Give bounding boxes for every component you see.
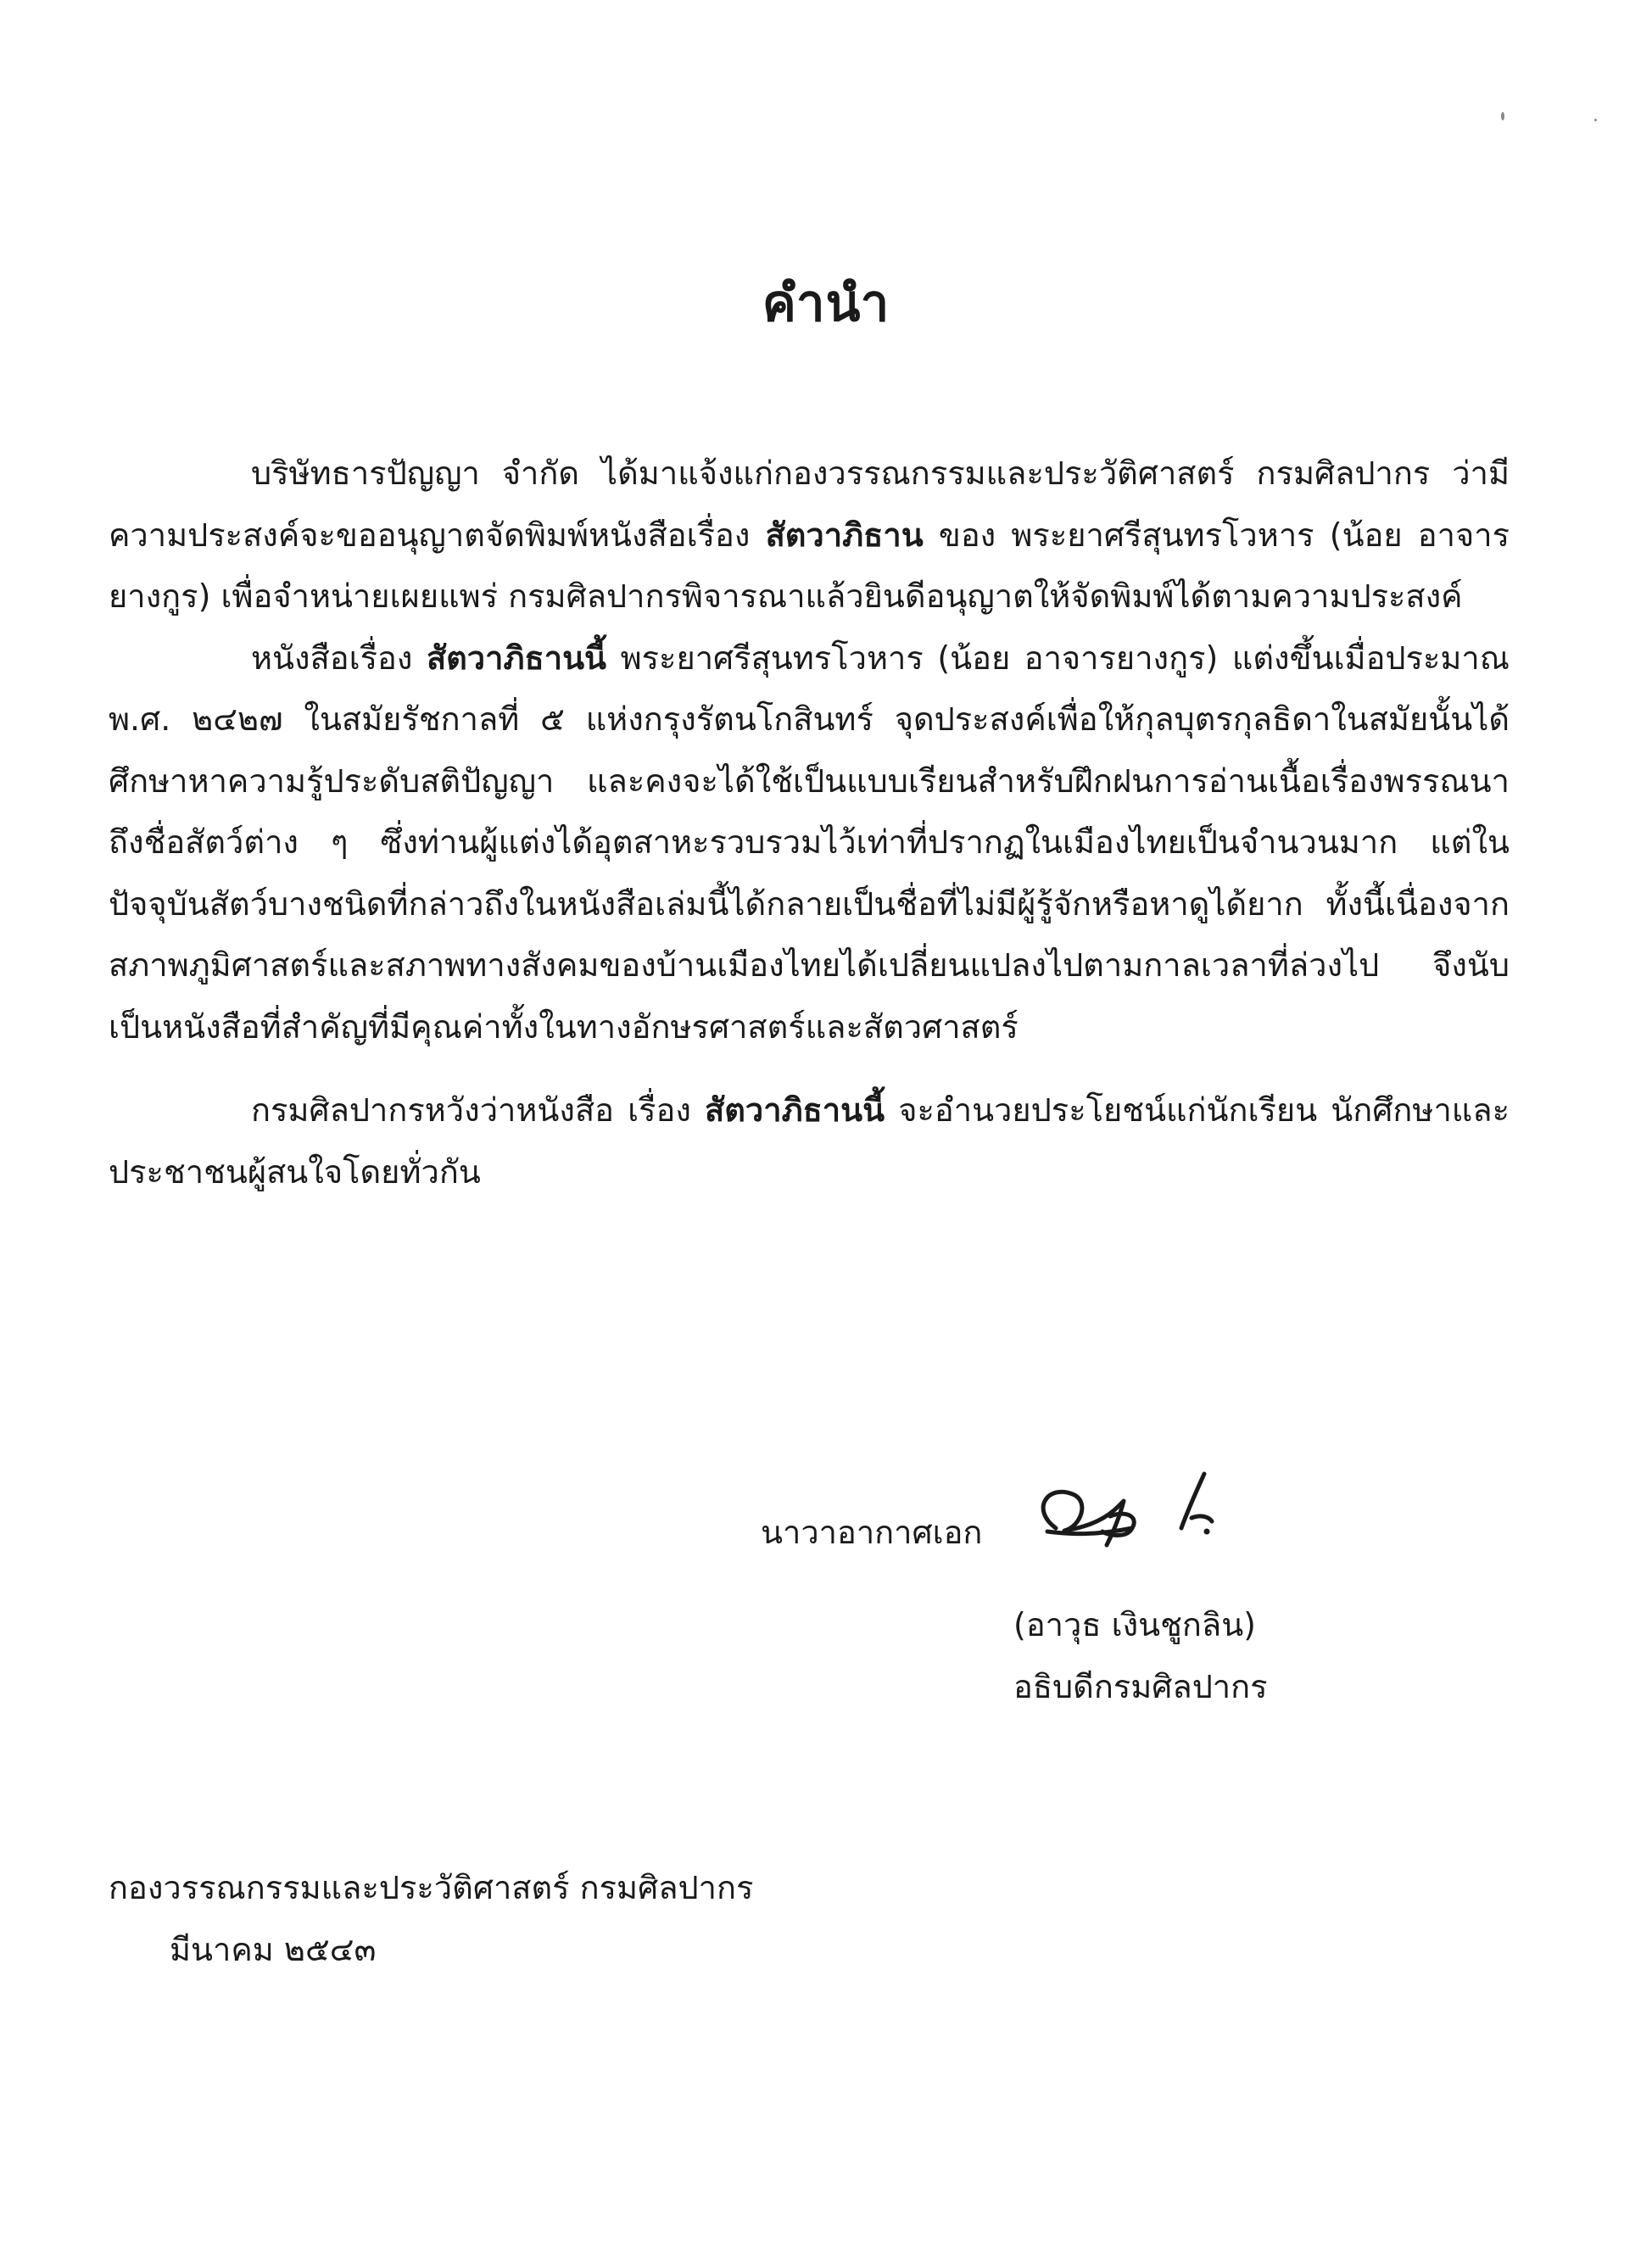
paragraph-1 — [109, 443, 1510, 628]
paragraph-1-text-a: บริษัทธารปัญญา จำกัด ได้มาแจ้งแก่กองวรรณกรรมและประวัติศาสตร์ กรมศิลปากร ว่ามีความประสงค์จะขออนุญาตจัดพิมพ์หนังสือเรื่อง — [109, 455, 1510, 554]
signatory-rank: นาวาอากาศเอก — [761, 1514, 983, 1551]
page-title: คำนำ — [762, 274, 890, 333]
signatory-name: (อาวุธ เงินชูกลิน) — [1013, 1606, 1257, 1643]
issuing-office: กองวรรณกรรมและประวัติศาสตร์ กรมศิลปากร — [109, 1869, 754, 1906]
paragraph-1-text-c: ของ พระยาศรีสุนทรโวหาร (น้อย อาจารยางกูร) เพื่อจำหน่ายเผยแพร่ กรมศิลปากรพิจารณาแล้วยินดีอนุญาตให้จัดพิมพ์ได้ตามความประสงค์ — [109, 516, 1510, 615]
paragraph-3-text-c: จะอำนวยประโยชน์แก่นักเรียน นักศึกษาและประชาชนผู้สนใจโดยทั่วกัน — [109, 1091, 1510, 1191]
paragraph-2-text-a: หนังสือเรื่อง — [251, 639, 427, 677]
signatory-position: อธิบดีกรมศิลปากร — [1013, 1668, 1268, 1705]
handwritten-signature — [1022, 1450, 1242, 1569]
paragraph-3-text-a: กรมศิลปากรหวังว่าหนังสือ เรื่อง — [251, 1091, 706, 1129]
body-text — [109, 443, 1510, 1202]
paragraph-1-book-title: สัตวาภิธาน — [765, 516, 924, 554]
paragraph-2-book-title: สัตวาภิธานนี้ — [426, 639, 607, 677]
paragraph-2 — [109, 628, 1510, 1058]
paragraph-2-text-c: พระยาศรีสุนทรโวหาร (น้อย อาจารยางกูร) แต่งขึ้นเมื่อประมาณ พ.ศ. ๒๔๒๗ ในสมัยรัชกาลที่ ๕ แห่งกรุงรัตนโกสินทร์ จุดประสงค์เพื่อให้กุลบุตรกุลธิดาในสมัยนั้นได้ศึกษาหาความรู้ประดับสติปัญญา และคงจะได้ใช้เป็นแบบเรียนสำหรับฝึกฝนการอ่านเนื้อเรื่องพรรณนาถึงชื่อสัตว์ต่าง ๆ ซึ่งท่านผู้แต่งได้อุตสาหะรวบรวมไว้เท่าที่ปรากฏในเมืองไทยเป็นจำนวนมาก แต่ในปัจจุบันสัตว์บางชนิดที่กล่าวถึงในหนังสือเล่มนี้ได้กลายเป็นชื่อที่ไม่มีผู้รู้จักหรือหาดูได้ยาก ทั้งนี้เนื่องจากสภาพภูมิศาสตร์และสภาพทางสังคมของบ้านเมืองไทยได้เปลี่ยนแปลงไปตามกาลเวลาที่ล่วงไป จึงนับเป็นหนังสือที่สำคัญที่มีคุณค่าทั้งในทางอักษรศาสตร์และสัตวศาสตร์ — [109, 639, 1510, 1046]
paragraph-3 — [109, 1080, 1510, 1202]
paragraph-3-book-title: สัตวาภิธานนี้ — [705, 1091, 885, 1129]
scan-speck — [1594, 119, 1597, 121]
scan-speck — [1501, 112, 1504, 120]
issue-date: มีนาคม ๒๕๔๓ — [170, 1931, 377, 1968]
